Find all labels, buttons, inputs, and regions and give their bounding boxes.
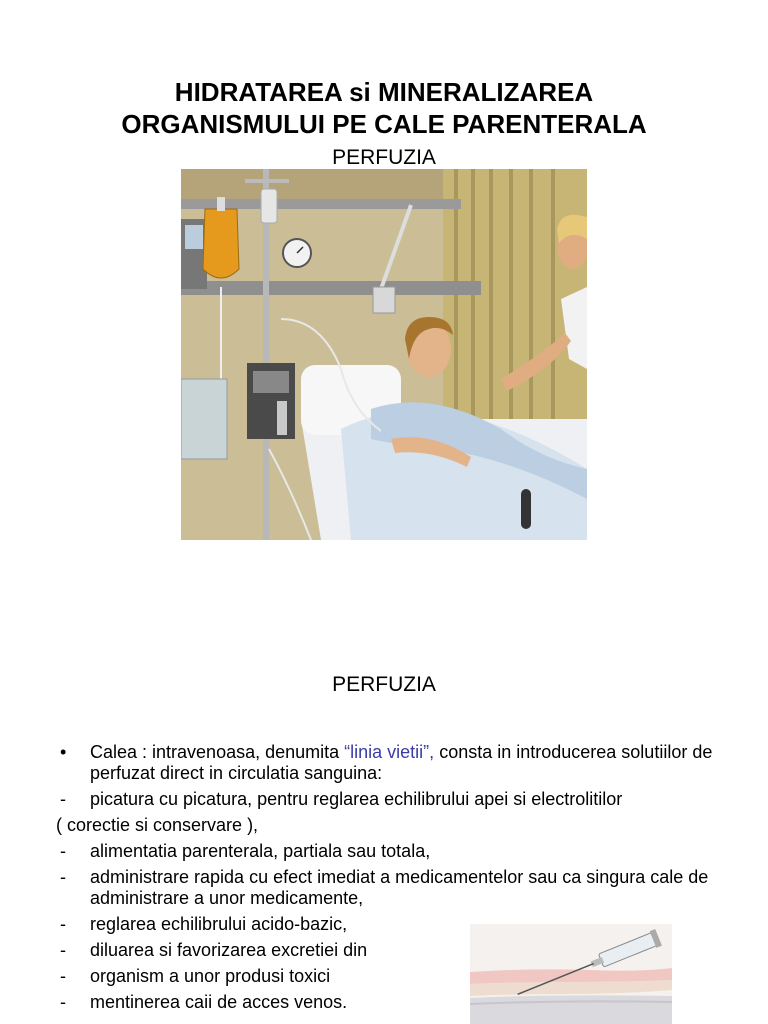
dash-marker: - (60, 940, 66, 960)
dash-marker: - (60, 992, 66, 1012)
list-item (56, 815, 738, 836)
item-text: picatura cu picatura, pentru reglarea echilibrului apei si electrolitilor (90, 789, 623, 809)
dash-marker: - (60, 841, 66, 861)
dash-marker: - (60, 914, 66, 934)
item-text: Calea : intravenoasa, denumita (90, 742, 345, 762)
title-line-1: HIDRATAREA si MINERALIZAREA (174, 77, 594, 107)
item-text: administrare rapida cu efect imediat a medicamentelor sau ca singura cale de administrare a unor medicamente, (90, 867, 709, 908)
title-line-2: ORGANISMULUI PE CALE PARENTERALA (121, 109, 647, 139)
item-text: mentinerea caii de acces venos. (90, 992, 348, 1012)
slide-heading: PERFUZIA (332, 673, 436, 696)
dash-marker: - (60, 966, 66, 986)
list-item (58, 789, 738, 810)
item-text: alimentatia parenterala, partiala sau totala, (90, 841, 431, 861)
item-text: organism a unor produsi toxici (90, 966, 331, 986)
slide-subtitle: PERFUZIA (332, 146, 436, 169)
hospital-patient-photo (181, 169, 587, 540)
needle-illustration (470, 924, 672, 1024)
list-item (58, 742, 738, 784)
item-text: ( corectie si conservare ), (56, 815, 259, 835)
slide-title (0, 76, 768, 140)
bullet-marker: • (60, 742, 67, 762)
dash-marker: - (60, 867, 66, 887)
list-item (58, 867, 738, 909)
highlight-text: “linia vietii”, (344, 742, 435, 762)
list-item (58, 841, 738, 862)
dash-marker: - (60, 789, 66, 809)
item-text: consta in introducerea solutiilor de perfuzat direct in circulatia sanguina: (90, 742, 713, 783)
item-text: diluarea si favorizarea excretiei din (90, 940, 368, 960)
item-text: reglarea echilibrului acido-bazic, (90, 914, 348, 934)
